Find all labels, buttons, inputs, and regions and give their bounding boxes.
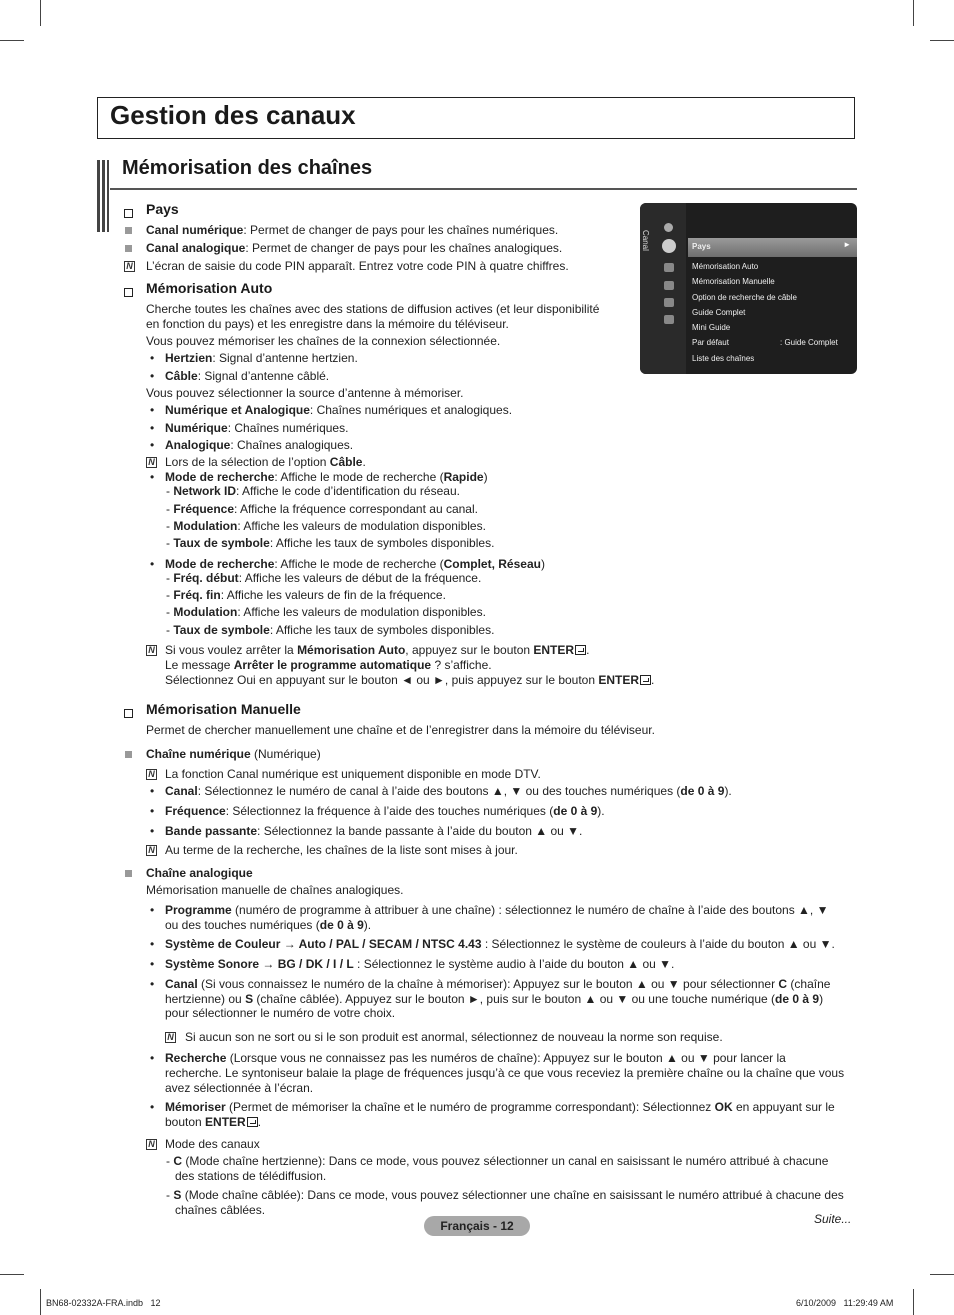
checkbox-bullet-icon [124, 209, 133, 218]
support-icon [664, 298, 674, 307]
analog-sonore: Système Sonore → BG / DK / I / L : Sélectionnez le système audio à l’aide du bouton ▲ ou ▼. [165, 957, 675, 971]
mode1-item: - Fréquence: Affiche la fréquence correspondant au canal. [166, 502, 478, 516]
note-icon: N [146, 1139, 157, 1150]
conn-item: Câble: Signal d’antenne câblé. [165, 369, 330, 383]
auto-para: Vous pouvez sélectionner la source d’antenne à mémoriser. [146, 386, 464, 400]
auto-para: Vous pouvez mémoriser les chaînes de la connexion sélectionnée. [146, 334, 501, 348]
auto-title: Mémorisation Auto [146, 280, 273, 296]
cable-note: Lors de la sélection de l’option Câble. [165, 455, 366, 469]
page-number-badge: Français - 12 [424, 1216, 530, 1236]
antenna-icon [662, 239, 676, 253]
conn-item: Hertzien: Signal d’antenne hertzien. [165, 351, 358, 365]
section-divider [110, 188, 857, 190]
square-bullet-icon [125, 870, 132, 877]
tv-menu-item: Par défaut [692, 338, 729, 347]
analog-heading: Chaîne analogique [146, 866, 253, 880]
analog-canal: pour sélectionner le numéro de votre choix. [165, 1006, 396, 1020]
pays-item: Canal analogique: Permet de changer de pays pour les chaînes analogiques. [146, 241, 563, 255]
mode-c: des stations de télédiffusion. [175, 1169, 327, 1183]
enter-icon [575, 645, 586, 655]
tv-menu-item: Mémorisation Manuelle [692, 277, 775, 286]
note-icon: N [146, 845, 157, 856]
note-icon: N [146, 769, 157, 780]
note-icon: N [146, 457, 157, 468]
right-arrow-icon: ► [843, 240, 851, 249]
datetime-info: 6/10/2009 11:29:49 AM [796, 1298, 894, 1308]
src-item: Analogique: Chaînes analogiques. [165, 438, 354, 452]
mode-c: - C (Mode chaîne hertzienne): Dans ce mode, vous pouvez sélectionner un canal en saisissant le numéro attribué à chacune [166, 1154, 829, 1168]
digital-note2: Au terme de la recherche, les chaînes de la liste sont mises à jour. [165, 843, 518, 857]
suite-label: Suite... [814, 1212, 852, 1226]
crop-mark [40, 0, 41, 26]
stop-note: Si vous voulez arrêter la Mémorisation Auto, appuyez sur le bouton ENTER . [165, 643, 590, 657]
digital-item: Bande passante: Sélectionnez la bande passante à l’aide du bouton ▲ ou ▼. [165, 824, 583, 838]
analog-canal: hertzienne) ou S (chaîne câblée). Appuyez sur le bouton ►, puis sur le bouton ▲ ou ▼ ou une touche numérique (de 0 à 9) [165, 992, 824, 1006]
manual-para: Permet de chercher manuellement une chaîne et de l’enregistrer dans la mémoire du téléviseur. [146, 723, 655, 737]
tv-menu-sidebar [640, 203, 686, 374]
auto-para: Cherche toutes les chaînes avec des stations de diffusion actives (et leur disponibilité [146, 302, 600, 316]
analog-recherche: Recherche (Lorsque vous ne connaissez pas les numéros de chaîne): Appuyez sur le bouton ▲ ou ▼ pour lancer la [165, 1051, 786, 1065]
canal-note: Si aucun son ne sort ou si le son produit est anormal, sélectionnez de nouveau la norme son requise. [185, 1030, 723, 1044]
checkbox-bullet-icon [124, 709, 133, 718]
enter-icon [247, 1117, 258, 1127]
gear-icon [664, 263, 674, 272]
mode2-item: - Taux de symbole: Affiche les taux de symboles disponibles. [166, 623, 495, 637]
mode1-item: - Taux de symbole: Affiche les taux de symboles disponibles. [166, 536, 495, 550]
digital-heading: Chaîne numérique (Numérique) [146, 747, 321, 761]
digital-item: Fréquence: Sélectionnez la fréquence à l’aide des touches numériques (de 0 à 9). [165, 804, 605, 818]
satellite-icon [664, 281, 674, 290]
mode-complet: Mode de recherche: Affiche le mode de recherche (Complet, Réseau) [165, 557, 545, 571]
mode-s: - S (Mode chaîne câblée): Dans ce mode, vous pouvez sélectionner une chaîne en saisissant le numéro attribué à chacune des [166, 1188, 844, 1202]
mode1-item: - Modulation: Affiche les valeurs de modulation disponibles. [166, 519, 486, 533]
note-icon: N [124, 261, 135, 272]
crop-mark [40, 1289, 41, 1315]
analog-couleur: Système de Couleur → Auto / PAL / SECAM / NTSC 4.43 : Sélectionnez le système de couleurs à l’aide du bouton ▲ ou ▼. [165, 937, 835, 951]
digital-note: La fonction Canal numérique est uniquement disponible en mode DTV. [165, 767, 541, 781]
tv-menu-item: Mini Guide [692, 323, 731, 332]
crop-mark [0, 40, 24, 41]
tv-menu-side-label: Canal [641, 230, 650, 251]
crop-mark [0, 1274, 24, 1275]
page-title-box [97, 97, 855, 139]
tv-menu-item: Pays [692, 242, 711, 251]
mode-note: Mode des canaux [165, 1137, 260, 1151]
tv-menu-item: Mémorisation Auto [692, 262, 759, 271]
tv-menu-item: Option de recherche de câble [692, 293, 797, 302]
pays-item: Canal numérique: Permet de changer de pays pour les chaînes numériques. [146, 223, 559, 237]
manual-title: Mémorisation Manuelle [146, 701, 301, 717]
crop-mark [913, 1289, 914, 1315]
tv-menu-value: : Guide Complet [780, 338, 838, 347]
crop-mark [930, 1274, 954, 1275]
analog-canal: Canal (Si vous connaissez le numéro de la chaîne à mémoriser): Appuyez sur le bouton ▲ ou ▼ pour sélectionner C (chaîne [165, 977, 831, 991]
note-icon: N [165, 1032, 176, 1043]
square-bullet-icon [125, 227, 132, 234]
section-title: Mémorisation des chaînes [122, 157, 373, 179]
tv-menu-item: Guide Complet [692, 308, 746, 317]
digital-item: Canal: Sélectionnez le numéro de canal à l’aide des boutons ▲, ▼ ou des touches numériques (de 0 à 9). [165, 784, 732, 798]
mode-rapide: Mode de recherche: Affiche le mode de recherche (Rapide) [165, 470, 488, 484]
enter-icon [640, 675, 651, 685]
media-icon [664, 315, 674, 324]
mode-s: chaînes câblées. [175, 1203, 266, 1217]
tv-menu-selection [688, 238, 857, 257]
analog-recherche: recherche. Le syntoniseur balaie la plage de fréquences jusqu’à ce que vous receviez la première chaîne ou la chaîne que vous [165, 1066, 845, 1080]
checkbox-bullet-icon [124, 288, 133, 297]
mode2-item: - Fréq. fin: Affiche les valeurs de fin de la fréquence. [166, 588, 446, 602]
note-icon: N [146, 645, 157, 656]
input-icon [664, 223, 673, 232]
analog-programme: Programme (numéro de programme à attribuer à une chaîne) : sélectionnez le numéro de chaîne à l’aide des boutons ▲, ▼ [165, 903, 829, 917]
pays-title: Pays [146, 201, 179, 217]
stop-message: Le message Arrêter le programme automatique ? s’affiche. [165, 658, 492, 672]
stop-select: Sélectionnez Oui en appuyant sur le bouton ◄ ou ►, puis appuyez sur le bouton ENTER . [165, 673, 655, 687]
page-title: Gestion des canaux [110, 100, 356, 130]
analog-memoriser: Mémoriser (Permet de mémoriser la chaîne et le numéro de programme correspondant): Sélectionnez OK en appuyant sur le [165, 1100, 835, 1114]
square-bullet-icon [125, 245, 132, 252]
src-item: Numérique: Chaînes numériques. [165, 421, 349, 435]
mode1-item: - Network ID: Affiche le code d’identification du réseau. [166, 484, 460, 498]
crop-mark [930, 40, 954, 41]
pays-note: L’écran de saisie du code PIN apparaît. Entrez votre code PIN à quatre chiffres. [146, 259, 569, 273]
src-item: Numérique et Analogique: Chaînes numériques et analogiques. [165, 403, 513, 417]
auto-para: en fonction du pays) et les enregistre dans la mémoire du téléviseur. [146, 317, 509, 331]
tv-menu-item: Liste des chaînes [692, 354, 755, 363]
analog-recherche: avez sélectionnée à l’écran. [165, 1081, 314, 1095]
analog-para: Mémorisation manuelle de chaînes analogiques. [146, 883, 404, 897]
tv-menu-screenshot [640, 203, 857, 374]
mode2-item: - Fréq. début: Affiche les valeurs de début de la fréquence. [166, 571, 482, 585]
mode2-item: - Modulation: Affiche les valeurs de modulation disponibles. [166, 605, 486, 619]
file-info: BN68-02332A-FRA.indb 12 [46, 1298, 161, 1308]
analog-memoriser: bouton ENTER . [165, 1115, 262, 1129]
square-bullet-icon [125, 751, 132, 758]
crop-mark [913, 0, 914, 26]
analog-programme: ou des touches numériques (de 0 à 9). [165, 918, 372, 932]
